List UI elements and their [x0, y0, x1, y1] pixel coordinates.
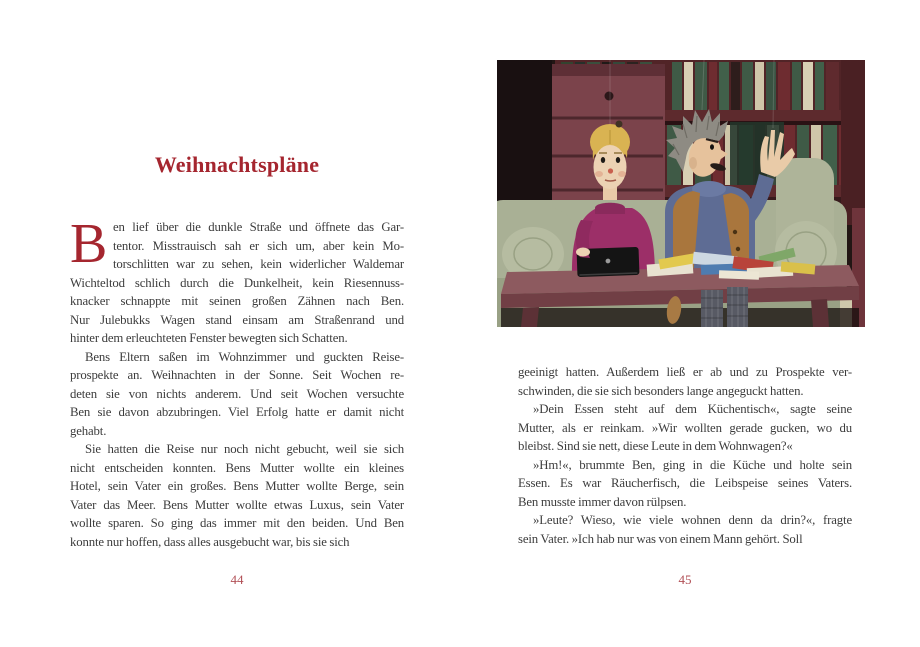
text-line: Sie hatten die Reise nur noch nicht gebucht, weil sie sich	[85, 442, 404, 456]
puppet-scene-illustration	[497, 60, 865, 327]
mother-face	[594, 145, 627, 189]
text-line: wollte sparen. So ging das immer mit den beiden. Und Ben	[70, 516, 404, 530]
paragraph	[518, 456, 852, 512]
text-line: geeinigt hatten. Außerdem ließ er ab und zu Prospekte ver-	[518, 365, 852, 379]
text-line: Essen. Es war Räucherfisch, die Leibspeise seines Vaters.	[518, 476, 852, 490]
page-number-right: 45	[678, 572, 692, 587]
paragraph	[70, 348, 404, 441]
paragraph	[518, 511, 852, 548]
paragraph	[70, 213, 404, 348]
text-line: nicht entscheiden konnten. Bens Mutter wollte ein kleines	[70, 460, 404, 475]
chapter-title: Weihnachtspläne	[154, 152, 320, 177]
text-line: Nur Julebukks Wagen stand einsam am Straßenrand und	[70, 312, 404, 327]
text-line: knacker schnappte mit seinen großen Zähnen nach Ben.	[70, 294, 404, 308]
text-line: Vater das Meer. Bens Mutter wollte etwas Luxus, sein Vater	[70, 497, 404, 512]
drawer-knob	[605, 92, 614, 101]
text-line: deten sie von nichts anderem. Und seit Wochen versuchte	[70, 386, 404, 401]
cheek-blush	[618, 171, 626, 177]
chapter-photo	[497, 60, 865, 327]
text-line: Bens Eltern saßen im Wohnzimmer und guckten Reise-	[85, 349, 404, 364]
left-page-text	[70, 213, 404, 551]
nose	[608, 168, 613, 173]
text-line: Mutter, als er reinkam. »Wir wollten gerade gucken, wo du	[518, 420, 852, 435]
cheek-blush	[595, 171, 603, 177]
ear	[689, 157, 697, 169]
text-line: Hotel, sein Vater ein großes. Bens Mutter wollte Berge, sein	[70, 479, 404, 493]
text-line: sein Vater. »Ich hab nur was von einem Mann gehört. Soll	[518, 531, 803, 546]
table-leg	[521, 307, 539, 327]
text-line: Ben sie davon abzubringen. Viel Erfolg hatte er damit nicht	[70, 405, 404, 419]
right-page-text	[518, 363, 852, 548]
paragraph	[70, 440, 404, 551]
page-number-left: 44	[230, 572, 244, 587]
text-line: »Hm!«, brummte Ben, ging in die Küche und holte sein	[533, 457, 852, 472]
text-line: hinter dem erleuchteten Fenster bewegten sich Schatten.	[70, 331, 348, 345]
text-line: Wichteltod schlich durch die Dunkelheit, kein Riesennuss-	[70, 275, 404, 290]
paragraph	[518, 400, 852, 456]
marionette-knob	[616, 121, 623, 128]
text-line: en lief über die dunkle Straße und öffnete das Gar-	[113, 220, 404, 234]
eye	[616, 157, 620, 163]
text-line: Ben musste immer davon rülpsen.	[518, 494, 687, 509]
text-line: prospekte an. Weihnachten in der Sonne. Seit Wochen re-	[70, 368, 404, 382]
paragraph	[518, 363, 852, 400]
text-line: »Leute? Wieso, wie viele wohnen denn da drin?«, fragte	[533, 513, 852, 527]
vest-button	[733, 230, 737, 234]
drop-cap: B	[70, 213, 108, 275]
text-line: schwinden, die sie sich besonders lange angeguckt hatten.	[518, 383, 804, 398]
text-line: bleibst. Sind sie nett, diese Leute in dem Wohnwagen?«	[518, 439, 793, 453]
text-line: gehabt.	[70, 423, 107, 438]
collar	[595, 203, 625, 214]
vest-button	[736, 247, 740, 251]
text-line: konnte nur hoffen, dass alles ausgebucht war, bis sie sich	[70, 534, 350, 549]
eye	[601, 157, 605, 163]
text-line: »Dein Essen steht auf dem Küchentisch«, sagte seine	[533, 402, 852, 416]
table-leg	[811, 299, 829, 327]
text-line: tentor. Misstrauisch sah er sich um, aber kein Mo-	[113, 238, 404, 253]
eye	[710, 144, 714, 150]
text-line: torschlitten war zu sehen, kein widerlicher Waldemar	[113, 257, 404, 271]
